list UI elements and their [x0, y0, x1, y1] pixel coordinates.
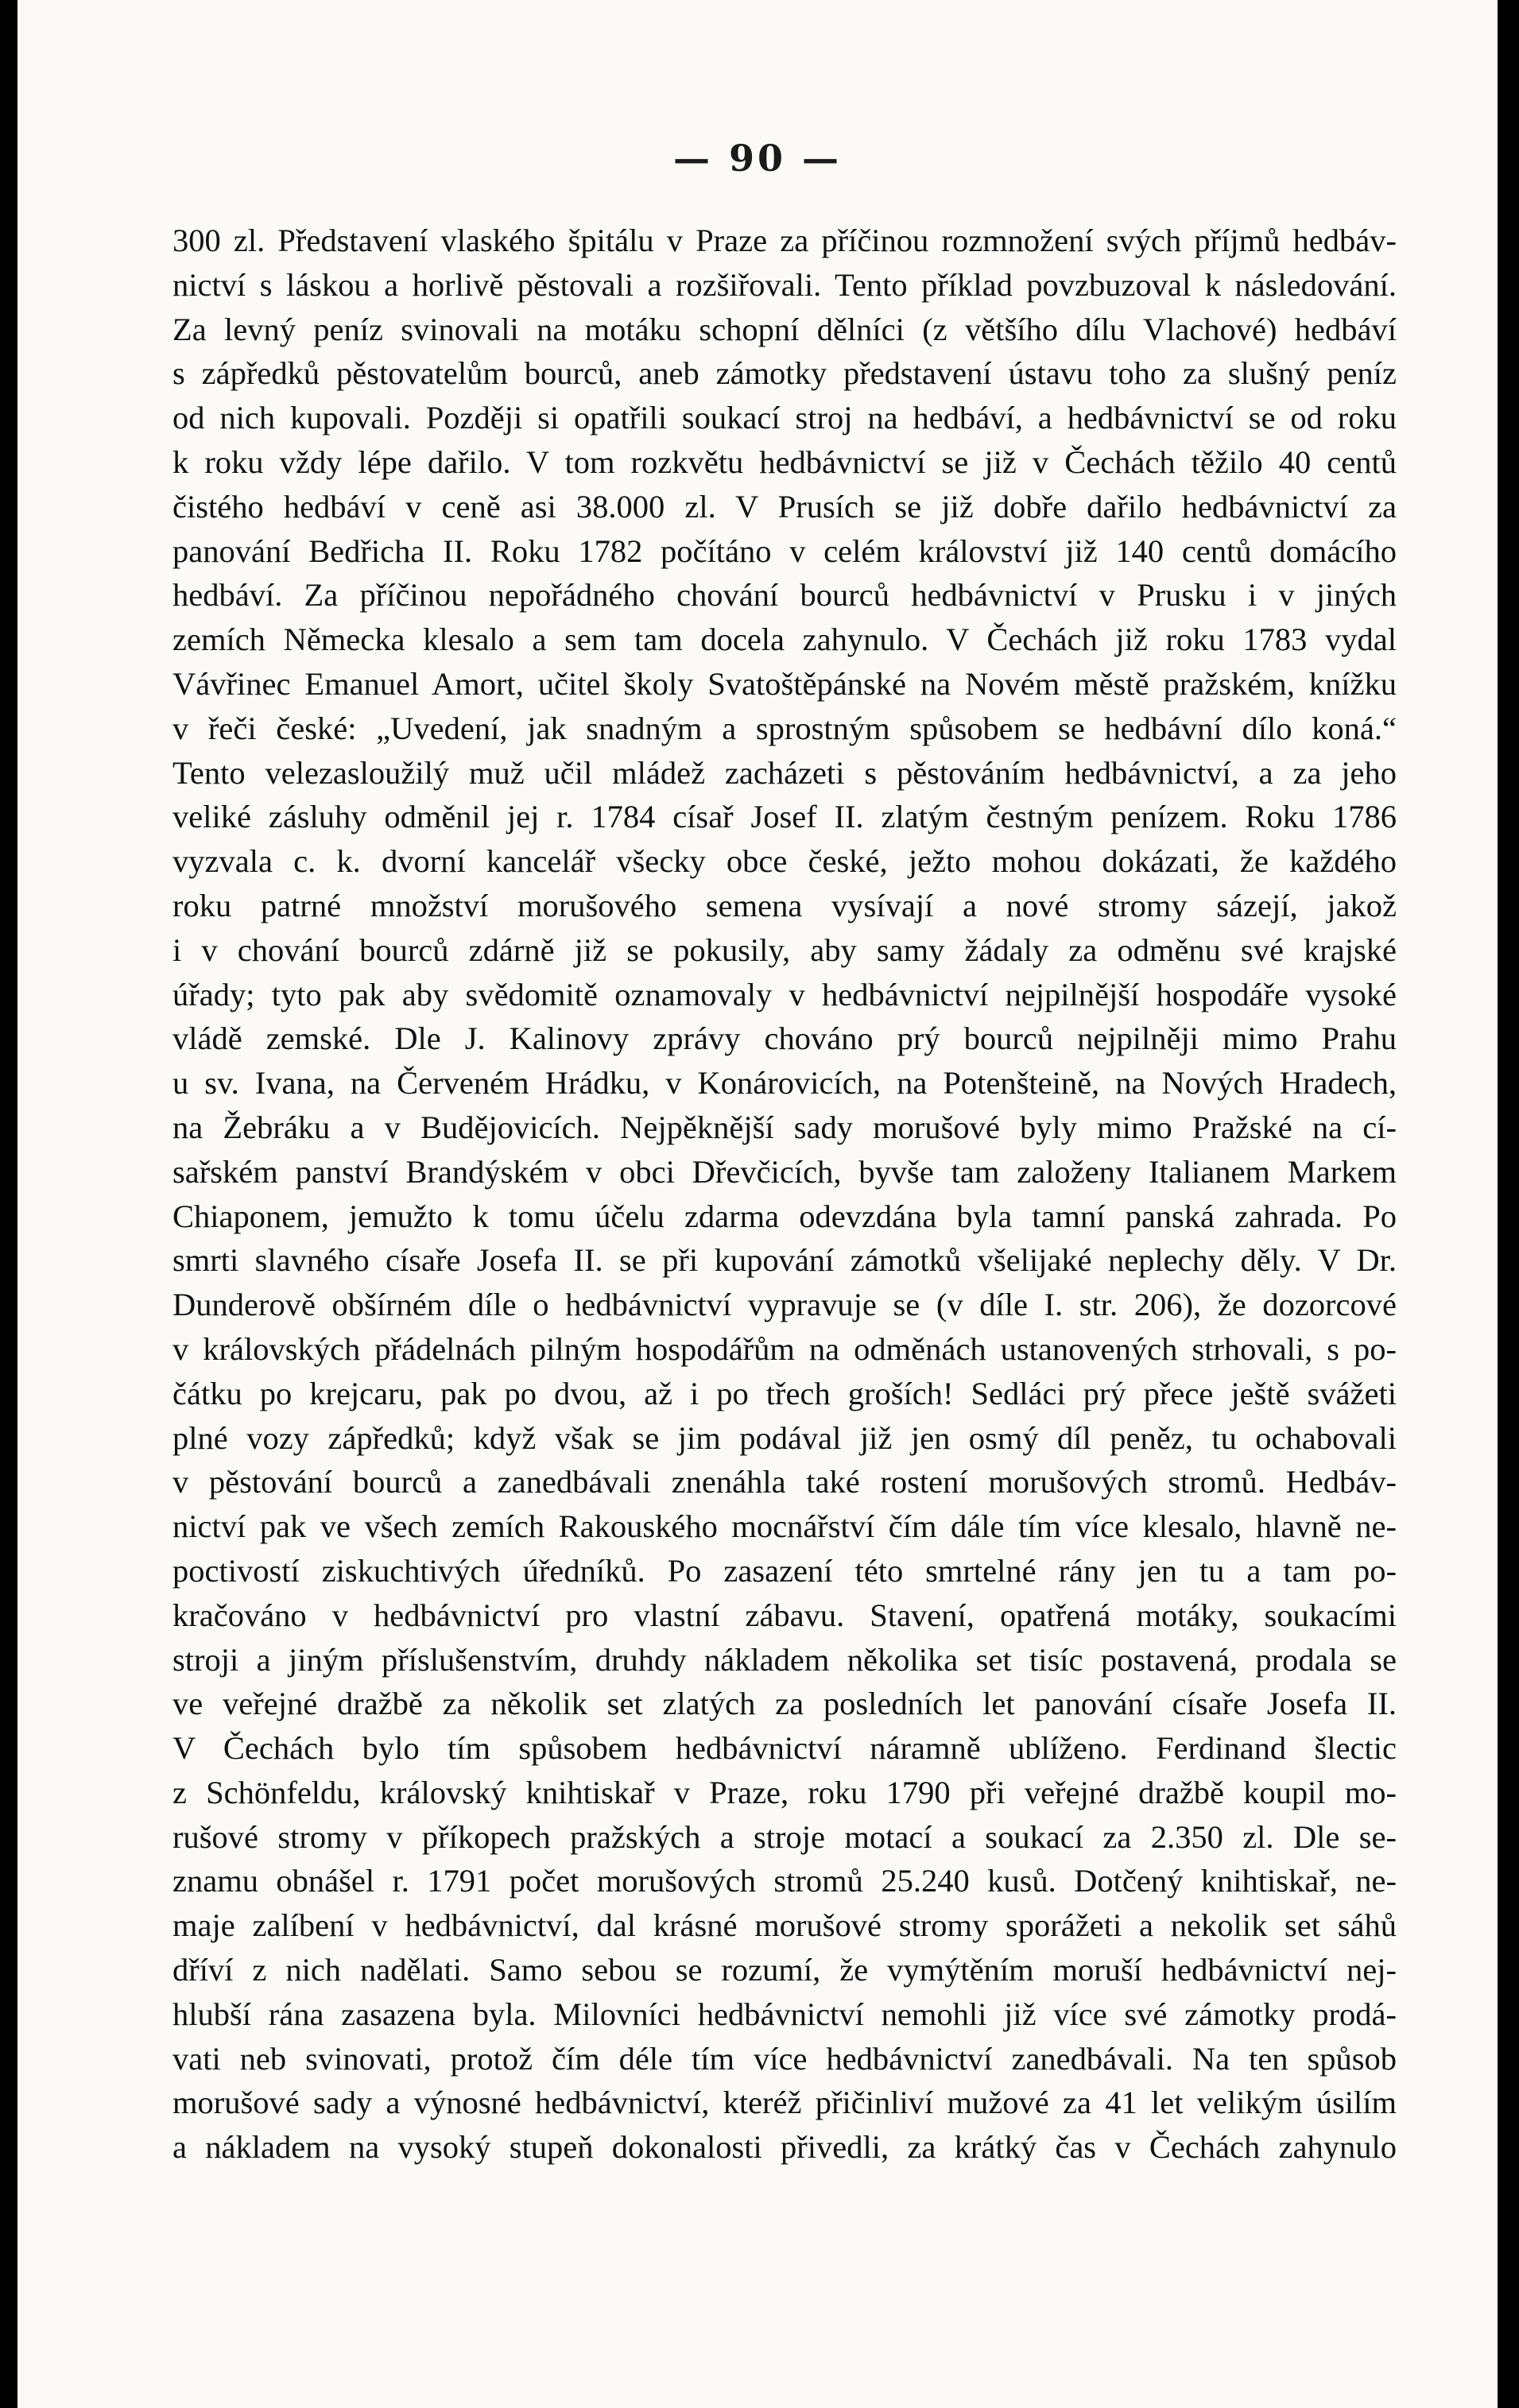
text-line: poctivostí ziskuchtivých úředníků. Po zasazení této smrtelné rány jen tu a tam po-	[172, 1552, 1397, 1589]
text-line: u sv. Ivana, na Červeném Hrádku, v Konárovicích, na Potenšteině, na Nových Hradech,	[172, 1065, 1397, 1101]
text-line: hlubší rána zasazena byla. Milovníci hedbávnictví nemohli již více své zámotky prodá-	[172, 1996, 1397, 2032]
text-line: plné vozy zápředků; když však se jim podával již jen osmý díl peněz, tu ochabovali	[172, 1419, 1397, 1456]
body-text	[172, 219, 1397, 2170]
text-line: i v chování bourců zdárně již se pokusily, aby samy žádaly za odměnu své krajské	[172, 931, 1397, 968]
text-line: Za levný peníz svinovali na motáku schopní dělníci (z většího dílu Vlachové) hedbáví	[172, 311, 1397, 347]
text-line: úřady; tyto pak aby svědomitě oznamovaly v hedbávnictví nejpilnější hospodáře vysoké	[172, 976, 1397, 1012]
text-line: vati neb svinovati, protož čím déle tím více hedbávnictví zanedbávali. Na ten spůsob	[172, 2040, 1397, 2077]
text-line: na Žebráku a v Budějovicích. Nejpěknější sady morušové byly mimo Pražské na cí-	[172, 1109, 1397, 1145]
text-line: zemích Německa klesalo a sem tam docela zahynulo. V Čechách již roku 1783 vydal	[172, 621, 1397, 658]
text-line: vyzvala c. k. dvorní kancelář všecky obce české, ježto mohou dokázati, že každého	[172, 843, 1397, 880]
text-line: sařském panství Brandýském v obci Dřevčicích, byvše tam založeny Italianem Markem	[172, 1153, 1397, 1190]
text-line: Vávřinec Emanuel Amort, učitel školy Svatoštěpánské na Novém městě pražském, knížku	[172, 665, 1397, 702]
text-line: Tento velezasloužilý muž učil mládež zacházeti s pěstováním hedbávnictví, a za jeho	[172, 754, 1397, 791]
text-line: vládě zemské. Dle J. Kalinovy zprávy chováno prý bourců nejpilněji mimo Prahu	[172, 1020, 1397, 1057]
text-line: nictví s láskou a horlivě pěstovali a rozšiřovali. Tento příklad povzbuzoval k následování.	[172, 266, 1397, 303]
text-line: V Čechách bylo tím spůsobem hedbávnictví náramně ublíženo. Ferdinand šlectic	[172, 1730, 1397, 1767]
text-line: znamu obnášel r. 1791 počet morušových stromů 25.240 kusů. Dotčený knihtiskař, ne-	[172, 1863, 1397, 1899]
text-line: v řeči české: „Uvedení, jak snadným a sprostným spůsobem se hedbávní dílo koná.“	[172, 710, 1397, 746]
text-line: panování Bedřicha II. Roku 1782 počítáno v celém království již 140 centů domácího	[172, 532, 1397, 569]
text-line: smrti slavného císaře Josefa II. se při kupování zámotků všelijaké neplechy děly. V Dr.	[172, 1242, 1397, 1279]
text-line: Chiaponem, jemužto k tomu účelu zdarma odevzdána byla tamní panská zahrada. Po	[172, 1198, 1397, 1234]
text-line: čátku po krejcaru, pak po dvou, až i po třech groších! Sedláci prý přece ještě svážeti	[172, 1375, 1397, 1411]
text-line: Dunderově obšírném díle o hedbávnictví vypravuje se (v díle I. str. 206), že dozorcové	[172, 1287, 1397, 1323]
text-line: stroji a jiným příslušenstvím, druhdy nákladem několika set tisíc postavená, prodala se	[172, 1641, 1397, 1678]
text-line: nictví pak ve všech zemích Rakouského mocnářství čím dále tím více klesalo, hlavně ne-	[172, 1508, 1397, 1545]
text-line: rušové stromy v příkopech pražských a stroje motací a soukací za 2.350 zl. Dle se-	[172, 1818, 1397, 1855]
text-line: hedbáví. Za příčinou nepořádného chování bourců hedbávnictví v Prusku i v jiných	[172, 577, 1397, 614]
book-page	[17, 0, 1498, 2408]
text-line: s zápředků pěstovatelům bourců, aneb zámotky představení ústavu toho za slušný peníz	[172, 355, 1397, 392]
text-line: čistého hedbáví v ceně asi 38.000 zl. V Prusích se již dobře dařilo hedbávnictví za	[172, 488, 1397, 525]
text-line: kračováno v hedbávnictví pro vlastní zábavu. Stavení, opatřená motáky, soukacími	[172, 1597, 1397, 1633]
text-line: v pěstování bourců a zanedbávali znenáhla také rostení morušových stromů. Hedbáv-	[172, 1464, 1397, 1500]
text-line: k roku vždy lépe dařilo. V tom rozkvětu hedbávnictví se již v Čechách těžilo 40 centů	[172, 443, 1397, 480]
text-line: maje zalíbení v hedbávnictví, dal krásné morušové stromy sporážeti a nekolik set sáhů	[172, 1907, 1397, 1944]
text-line: roku patrné množství morušového semena vysívají a nové stromy sázejí, jakož	[172, 887, 1397, 923]
text-line: veliké zásluhy odměnil jej r. 1784 císař Josef II. zlatým čestným penízem. Roku 1786	[172, 799, 1397, 835]
page-number: — 90 —	[672, 137, 843, 180]
text-line: dříví z nich nadělati. Samo sebou se rozumí, že vymýtěním moruší hedbávnictví nej-	[172, 1952, 1397, 1988]
text-line: morušové sady a výnosné hedbávnictví, kteréž přičinliví mužové za 41 let velikým úsilím	[172, 2085, 1397, 2121]
text-line: z Schönfeldu, královský knihtiskař v Praze, roku 1790 při veřejné dražbě koupil mo-	[172, 1774, 1397, 1810]
text-line: od nich kupovali. Později si opatřili soukací stroj na hedbáví, a hedbávnictví se od roku	[172, 400, 1397, 436]
text-line: 300 zl. Představení vlaského špitálu v Praze za příčinou rozmnožení svých příjmů hedbáv-	[172, 223, 1397, 258]
text-line: a nákladem na vysoký stupeň dokonalosti přivedli, za krátký čas v Čechách zahynulo	[172, 2129, 1397, 2166]
text-line: v královských přádelnách pilným hospodářům na odměnách ustanovených strhovali, s po-	[172, 1330, 1397, 1367]
text-line: ve veřejné dražbě za několik set zlatých za posledních let panování císaře Josefa II.	[172, 1686, 1397, 1722]
